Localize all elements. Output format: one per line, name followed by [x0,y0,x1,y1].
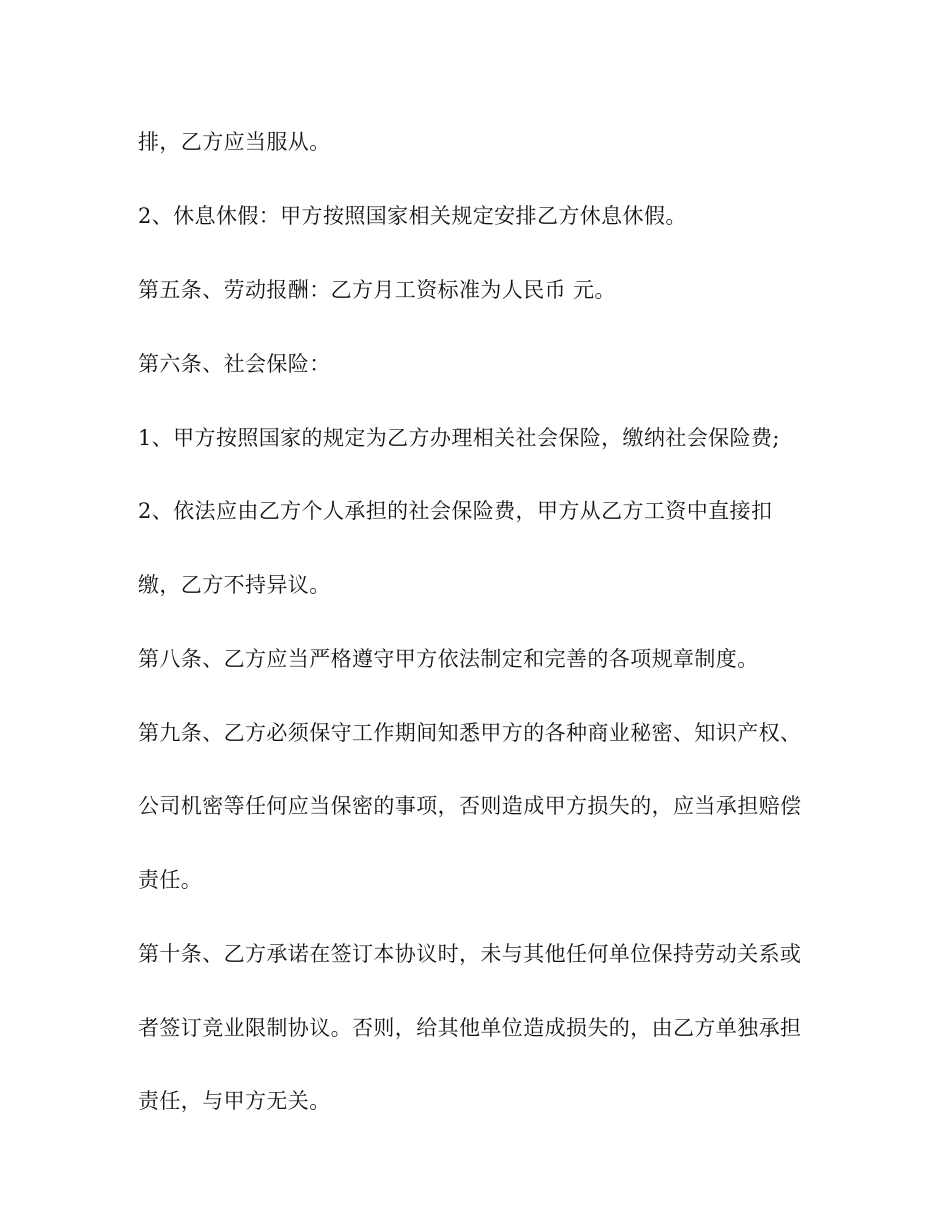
document-line: 第五条、劳动报酬：乙方月工资标准为人民币 元。 [138,278,616,302]
document-line: 责任，与甲方无关。 [138,1089,331,1113]
document-line: 第九条、乙方必须保守工作期间知悉甲方的各种商业秘密、知识产权、 [138,721,802,745]
document-line: 公司机密等任何应当保密的事项，否则造成甲方损失的，应当承担赔偿 [138,794,802,818]
document-line: 者签订竞业限制协议。否则，给其他单位造成损失的，由乙方单独承担 [138,1016,802,1040]
document-line: 排，乙方应当服从。 [138,130,331,154]
document-line: 2、休息休假：甲方按照国家相关规定安排乙方休息休假。 [138,204,687,228]
document-line: 第六条、社会保险： [138,352,331,376]
document-line: 2、依法应由乙方个人承担的社会保险费，甲方从乙方工资中直接扣 [138,499,773,523]
document-line: 缴，乙方不持异议。 [138,573,331,597]
document-line: 责任。 [138,868,203,892]
document-line: 第十条、乙方承诺在签订本协议时，未与其他任何单位保持劳动关系或 [138,942,802,966]
document-line: 1、甲方按照国家的规定为乙方办理相关社会保险，缴纳社会保险费; [138,426,780,450]
document-line: 第八条、乙方应当严格遵守甲方依法制定和完善的各项规章制度。 [138,647,759,671]
